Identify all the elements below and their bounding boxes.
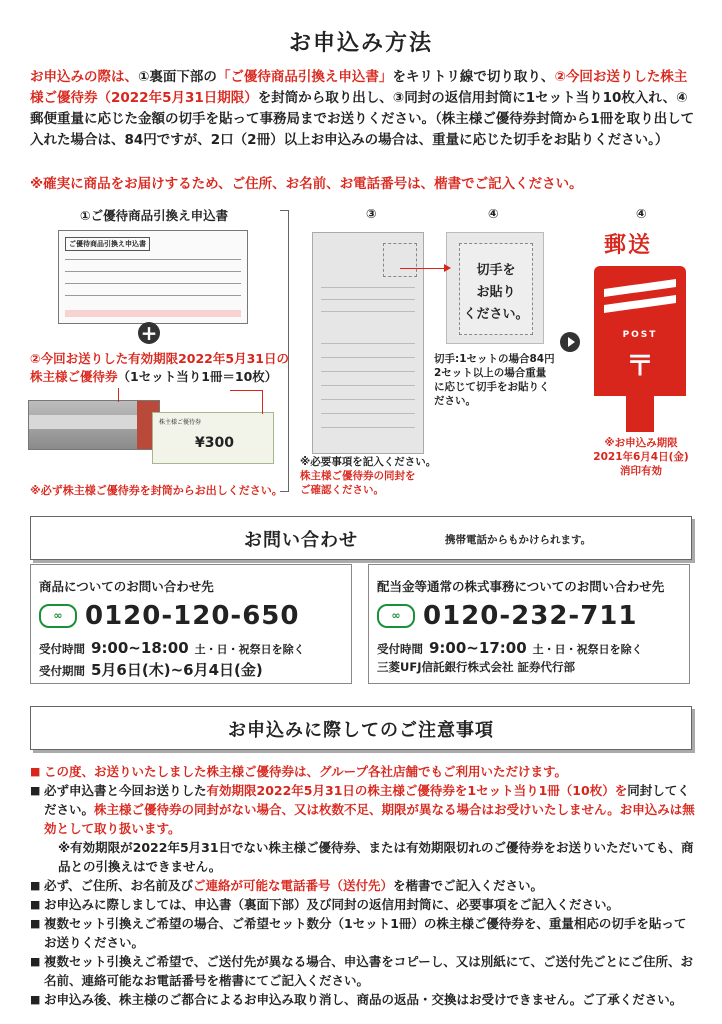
intro-rest: を封筒から取り出し、③同封の返信用封筒に1セット当り10枚入れ、④郵便重量に応じた金額の切手を貼って事務局までお送りください。（株主様ご優待券封筒から1冊を取り出して入れた場合は、84円ですが、2口（2冊）以上お申込みの場合は、重量に応じた切手をお貼りください。） bbox=[30, 90, 695, 148]
contact-header bbox=[30, 516, 692, 560]
arrow-right-icon bbox=[444, 264, 451, 272]
intro-step1: ①裏面下部の bbox=[138, 69, 217, 85]
list-item: ■ 複数セット引換えご希望で、ご送付先が異なる場合、申込書をコピーし、又は別紙にて、ご送付先ごとにご住所、お名前、連絡可能なお電話番号を楷書にてご記入ください。 bbox=[30, 952, 695, 990]
list-item: ■ この度、お送りいたしました株主様ご優待券は、グループ各社店舗でもご利用いただけます。 bbox=[30, 762, 695, 781]
step4b-label: ④ bbox=[636, 206, 647, 221]
step2-label bbox=[30, 350, 290, 386]
step3-label: ③ bbox=[366, 206, 377, 221]
rules-list bbox=[30, 762, 695, 1009]
form-warning-strip bbox=[65, 310, 241, 317]
application-form-image bbox=[58, 230, 248, 324]
return-envelope-image bbox=[312, 232, 424, 454]
form-card-title: ご優待商品引換え申込書 bbox=[65, 237, 150, 251]
contact-sub: 携帯電話からもかけられます。 bbox=[445, 534, 592, 546]
contact-card-product: 商品についてのお問い合わせ先 ∞ 0120-120-650 受付時間 9:00~18:00 土・日・祝祭日を除く 受付期間 5月6日(木)~6月4日(金) bbox=[30, 564, 352, 684]
list-item: ■ 必ず、ご住所、お名前及びご連絡が可能な電話番号（送付先）を楷書でご記入ください。 bbox=[30, 876, 695, 895]
intro-cut: をキリトリ線で切り取り、 bbox=[392, 69, 555, 85]
step2-voucher-desc: ②今回お送りした有効期限2022年5月31日の株主様ご優待券 bbox=[30, 351, 289, 384]
contact-title: お問い合わせ bbox=[244, 530, 358, 551]
intro-notice: ※確実に商品をお届けするため、ご住所、お名前、お電話番号は、楷書でご記入ください。 bbox=[30, 176, 583, 192]
rules-title: お申込みに際してのご注意事項 bbox=[228, 720, 494, 741]
step2-warning: ※必ず株主様ご優待券を封筒からお出しください。 bbox=[30, 484, 283, 497]
stamp-note: 切手:1セットの場合84円 2セット以上の場合重量 に応じて切手をお貼りく ださい。 bbox=[434, 353, 555, 407]
intro-lead: お申込みの際は、 bbox=[30, 69, 138, 85]
arrow-down-icon bbox=[118, 388, 119, 402]
bracket-divider bbox=[280, 210, 289, 492]
step1-label: ①ご優待商品引換え申込書 bbox=[80, 208, 229, 223]
page-title: お申込み方法 bbox=[288, 31, 433, 56]
arrow-down-icon bbox=[262, 390, 263, 414]
free-dial-icon: ∞ bbox=[377, 604, 415, 628]
stamp-area-image: 切手を お貼り ください。 bbox=[446, 232, 544, 344]
voucher-ticket-image bbox=[152, 412, 274, 464]
voucher-head: 株主様ご優待券 bbox=[159, 419, 202, 426]
phone-number[interactable]: 0120-120-650 bbox=[85, 601, 300, 631]
free-dial-icon: ∞ bbox=[39, 604, 77, 628]
plus-icon: + bbox=[138, 322, 160, 344]
list-item: ■ お申込み後、株主様のご都合によるお申込み取り消し、商品の返品・交換はお受けできません。ご了承ください。 bbox=[30, 990, 695, 1009]
list-item: ■ 複数セット引換えご希望の場合、ご希望セット数分（1セット1冊）の株主様ご優待券を、重量相応の切手を貼ってお送りください。 bbox=[30, 914, 695, 952]
list-item: ■ お申込みに際しましては、申込書（裏面下部）及び同封の返信用封筒に、必要事項をご記入ください。 bbox=[30, 895, 695, 914]
step4-label: ④ bbox=[488, 206, 499, 221]
play-arrow-icon bbox=[560, 332, 580, 352]
voucher-amount: ¥300 bbox=[195, 435, 234, 451]
intro-paragraph bbox=[30, 67, 698, 151]
list-item: ※有効期限が2022年5月31日でない株主様ご優待券、または有効期限切れのご優待券をお送りいただいても、商品との引換えはできません。 bbox=[58, 840, 694, 874]
step2-set-note: （1セット当り1冊＝10枚） bbox=[117, 369, 278, 384]
list-item: ■ 必ず申込書と今回お送りした有効期限2022年5月31日の株主様ご優待券を1セット当り1冊（10枚）を同封してください。株主様ご優待券の同封がない場合、又は枚数不足、期限が異なる場合はお受けいたしません。お申込みは無効として取り扱います。 bbox=[30, 781, 695, 838]
voucher-booklet-image bbox=[28, 400, 160, 450]
envelope-note: ※必要事項を記入ください。 株主様ご優待券の同封を ご確認ください。 bbox=[300, 456, 437, 496]
rules-header bbox=[30, 706, 692, 750]
intro-form-name: 「ご優待商品引換え申込書」 bbox=[216, 69, 393, 85]
deadline-note: ※お申込み期限 2021年6月4日(金) 消印有効 bbox=[593, 437, 689, 477]
phone-number[interactable]: 0120-232-711 bbox=[423, 601, 638, 631]
contact-card-stock: 配当金等通常の株式事務についてのお問い合わせ先 ∞ 0120-232-711 受付時間 9:00~17:00 土・日・祝祭日を除く 三菱UFJ信託銀行株式会社 証券代行部 bbox=[368, 564, 690, 684]
mail-heading: 郵送 bbox=[604, 233, 653, 258]
postbox-icon: POST 〒 bbox=[594, 266, 686, 396]
intro-voucher: ②今回お送りした株主様ご優待券（2022年5月31日期限） bbox=[30, 69, 688, 106]
